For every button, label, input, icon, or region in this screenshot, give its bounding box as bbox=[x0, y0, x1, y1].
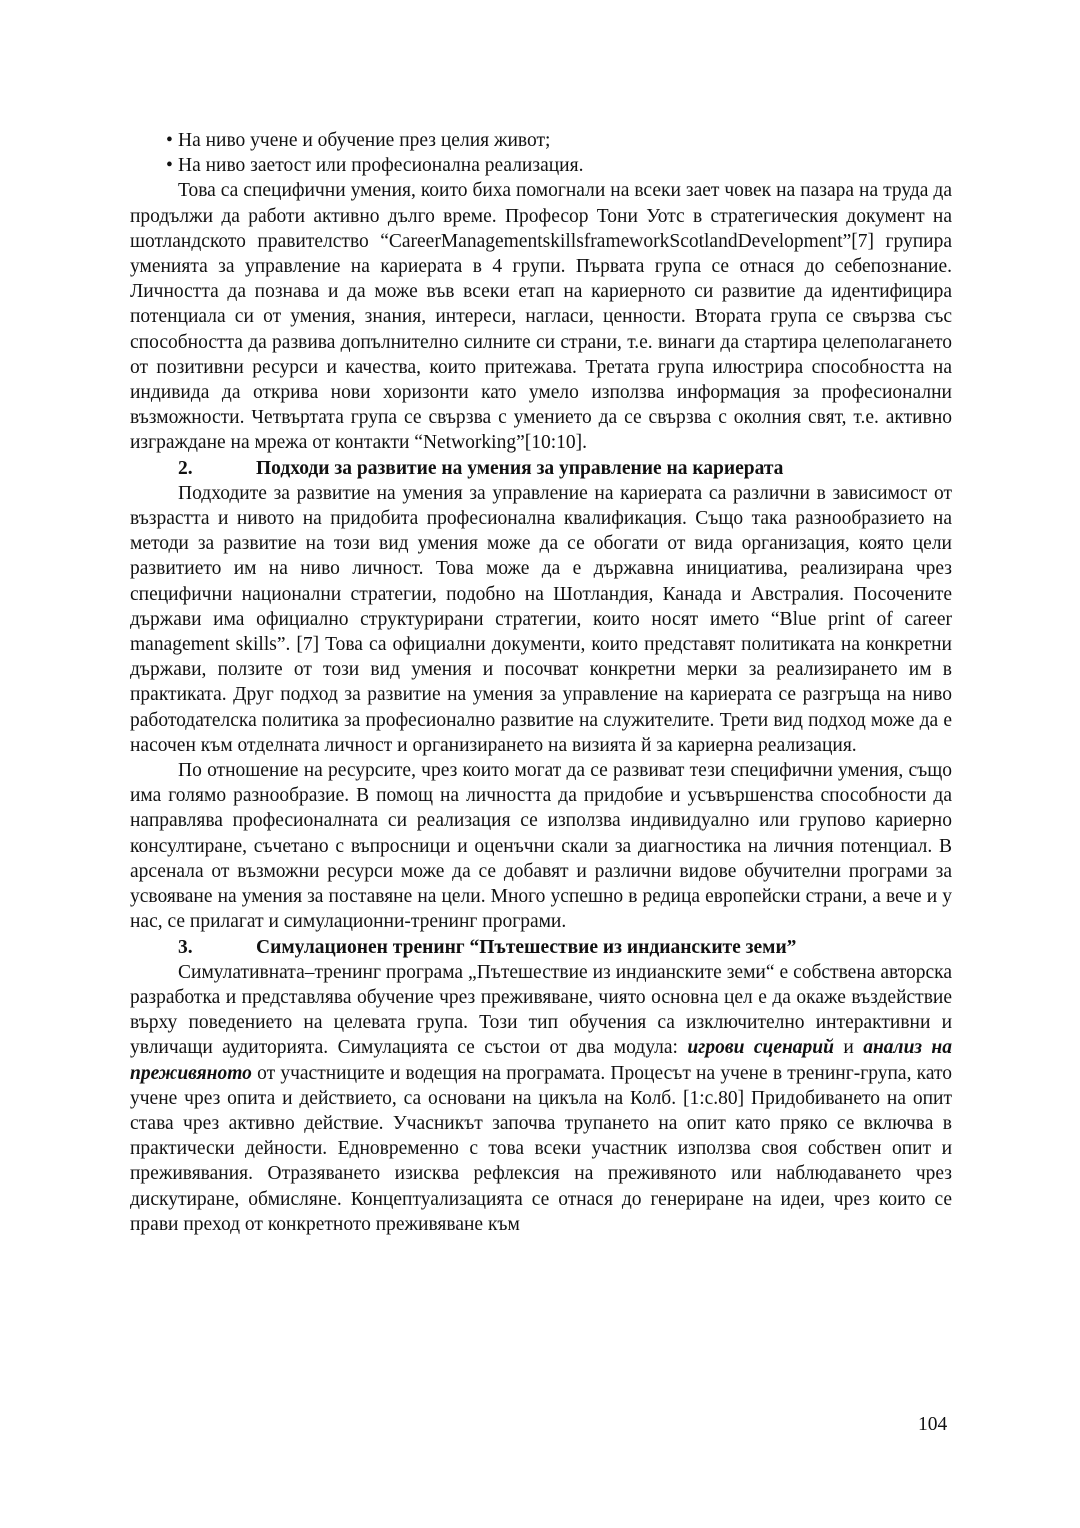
bullet-item: • На ниво учене и обучение през целия живот; bbox=[130, 128, 952, 153]
paragraph-resources: По отношение на ресурсите, чрез които могат да се развиват тези специфични умения, също има голямо разнообразие. В помощ на личността да придобие и усъвършенства способности да направлява професионалната си реализация се използва индивидуално или групово кариерно консултиране, съчетано с въпросници и оценъчни скали за диагностика на личния потенциал. В арсенала от възможни ресурси може да се добавят и различни видове обучителни програми за усвояване на умения за поставяне на цели. Много успешно в редица европейски страни, а вече и у нас, се прилагат и симулационни-тренинг програми. bbox=[130, 760, 952, 933]
section-heading-3 bbox=[130, 935, 952, 960]
bullet-icon: • bbox=[166, 130, 173, 151]
section-title: Подходи за развитие на умения за управление на кариерата bbox=[256, 457, 784, 479]
emphasis-game-scenario: игрови сценарий bbox=[687, 1037, 834, 1059]
bullet-item: • На ниво заетост или професионална реализация. bbox=[130, 153, 952, 178]
document-page bbox=[130, 128, 952, 1237]
section-heading-2 bbox=[130, 456, 952, 481]
page-number: 104 bbox=[918, 1414, 948, 1435]
paragraph-approaches: Подходите за развитие на умения за управление на кариерата са различни в зависимост от възрастта и нивото на придобита професионална квалификация. Също така разнообразието на методи за развитие на този вид умения може да се обогати от вида организация, която цели развитието им на ниво личност. Това може да е държавна инициатива, реализирана чрез специфични национални стратегии, подобно на Шотландия, Канада и Австралия. Посочените държави има официално структурирани стратегии, които носят името “Blue print of career management skills”. [7] Това са официални документи, които представят политиката на конкретни държави, ползите от този вид умения и посочват конкретни мерки за реализирането им в практиката. Друг подход за развитие на умения за управление на кариерата се разгръща на ниво работодателска политика за професионално развитие на служителите. Трети вид подход може да е насочен към отделната личност и организирането на визията й за кариерна реализация. bbox=[130, 482, 952, 756]
section-title: Симулационен тренинг “Пътешествие из индианските земи” bbox=[256, 936, 797, 958]
paragraph-career-skills: Това са специфични умения, които биха помогнали на всеки зает човек на пазара на труда да продължи да работи активно дълго време. Професор Тони Уотс в стратегическия документ на шотландското правителство “CareerManagementskillsframeworkScotlandDevelopment”[7] групира уменията за управление на кариерата в 4 групи. Първата група се отнася до себепознание. Личността да познава и да може във всеки етап на кариерното си развитие да идентифицира потенциала си от умения, знания, интереси, нагласи, ценности. Втората група се свързва със способността да развива допълнително силните си страни, т.е. винаги да стартира целеполагането от позитивни ресурси и качества, които притежава. Третата група илюстрира способността на индивида да открива нови хоризонти като умело използва информация за професионални възможности. Четвъртата група се свързва с умението да се свързва с околния свят, т.е. активно изграждане на мрежа от контакти “Networking”[10:10]. bbox=[130, 180, 952, 454]
paragraph-simulation: Симулативната–тренинг програма „Пътешествие из индианските земи“ е собствена авторска разработка и представлява обучение чрез преживяване, чиято основна цел е да окаже въздействие върху поведението на целевата група. Този тип обучения са изключително интерактивни и увличащи аудиторията. Симулацията се състои от два модула: игрови сценарий и анализ на преживяното от участниците и водещия на програмата. Процесът на учене в тренинг-група, като учене чрез опита и действието, са основани на цикъла на Колб. [1:с.80] Придобиването на опит става чрез активно действие. Учасникът започва трупането на опит като пряко се включва в практически дейности. Едновременно с това всеки участник използва своя собствен опит и преживявания. Отразяването изисква рефлексия на преживяното или наблюдаването чрез дискутиране, обмисляне. Концептуализацията се отнася до генериране на идеи, чрез които се прави преход от конкретното преживяване към bbox=[130, 961, 952, 1235]
emphasis-experience-analysis: анализ на преживяното bbox=[130, 1037, 952, 1084]
section-number: 3. bbox=[178, 936, 193, 958]
bullet-icon: • bbox=[166, 155, 173, 177]
section-number: 2. bbox=[178, 457, 193, 479]
